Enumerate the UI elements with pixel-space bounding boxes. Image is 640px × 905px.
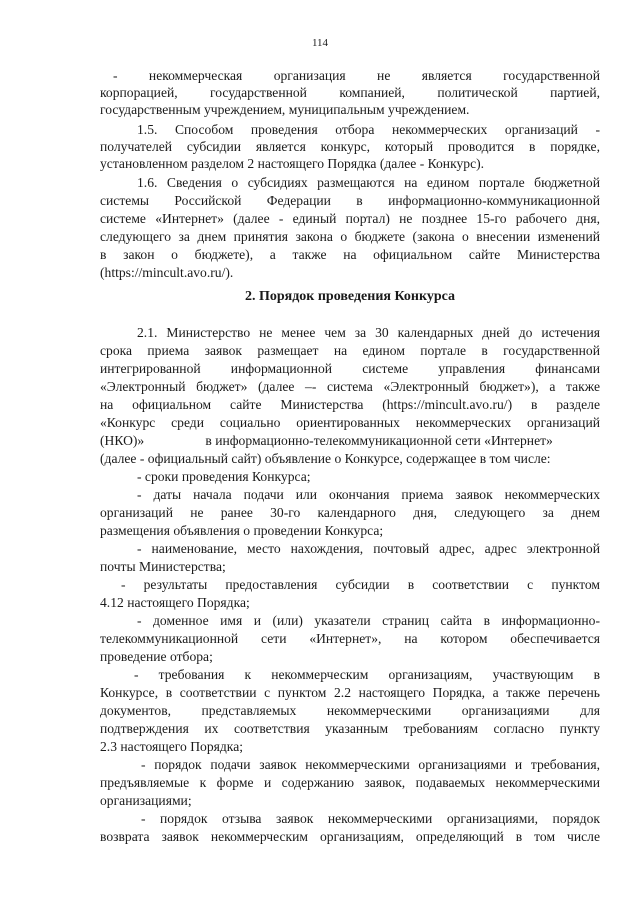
text-line: в закон о бюджете), а также на официальном сайте Министерства bbox=[100, 247, 600, 262]
text-line: 1.5. Способом проведения отбора некоммерческих организаций - bbox=[137, 122, 600, 137]
text-line: системе «Интернет» (далее - единый портал) не позднее 15-го рабочего дня, bbox=[100, 211, 600, 226]
text-line: следующего за днем принятия закона о бюджете (закона о внесении изменений bbox=[100, 229, 600, 244]
text-line: - даты начала подачи или окончания приема заявок некоммерческих bbox=[137, 487, 600, 502]
text-line: - некоммерческая организация не является государственной bbox=[113, 68, 600, 83]
text-line: корпорацией, государственной компанией, политической партией, bbox=[100, 85, 600, 100]
text-line: 4.12 настоящего Порядка; bbox=[100, 595, 250, 610]
text-line: - результаты предоставления субсидии в соответствии с пунктом bbox=[121, 577, 600, 592]
text-line: - сроки проведения Конкурса; bbox=[137, 469, 311, 484]
text-line: - доменное имя и (или) указатели страниц сайта в информационно- bbox=[137, 613, 600, 628]
text-line: 2.3 настоящего Порядка; bbox=[100, 739, 244, 754]
text-line: срока приема заявок размещает на едином портале в государственной bbox=[100, 343, 600, 358]
text-line: организаций не ранее 30-го календарного дня, следующего за днем bbox=[100, 505, 600, 520]
text-line: 1.6. Сведения о субсидиях размещаются на едином портале бюджетной bbox=[137, 175, 600, 190]
text-line: подтверждения их соответствия указанным требованиям согласно пункту bbox=[100, 721, 600, 736]
text-line: размещения объявления о проведении Конкурса; bbox=[100, 523, 384, 538]
text-line: интегрированной информационной системе управления финансами bbox=[100, 361, 600, 376]
text-line: «Конкурс среди социально ориентированных некоммерческих организаций bbox=[100, 415, 600, 430]
text-line: «Электронный бюджет» (далее –- система «Электронный бюджет»), а также bbox=[100, 379, 600, 394]
text-line: получателей субсидии является конкурс, который проводится в порядке, bbox=[100, 139, 600, 154]
text-line: проведение отбора; bbox=[100, 649, 213, 664]
text-line: системы Российской Федерации в информационно-коммуникационной bbox=[100, 193, 600, 208]
text-line: государственным учреждением, муниципальным учреждением. bbox=[100, 102, 470, 117]
text-line: установленном разделом 2 настоящего Порядка (далее - Конкурс). bbox=[100, 156, 485, 171]
text-line: (далее - официальный сайт) объявление о Конкурсе, содержащее в том числе: bbox=[100, 451, 551, 466]
text-line: предъявляемые к форме и содержанию заявок, подаваемых некоммерческими bbox=[100, 775, 600, 790]
text-line: возврата заявок некоммерческим организациям, определяющий в том числе bbox=[100, 829, 600, 844]
text-line: (https://mincult.avo.ru/). bbox=[100, 265, 234, 280]
text-line: - наименование, место нахождения, почтовый адрес, адрес электронной bbox=[137, 541, 600, 556]
text-line: Конкурсе, в соответствии с пунктом 2.2 настоящего Порядка, а также перечень bbox=[100, 685, 600, 700]
text-line: организациями; bbox=[100, 793, 192, 808]
text-line: 2.1. Министерство не менее чем за 30 календарных дней до истечения bbox=[137, 325, 600, 340]
text-line: - требования к некоммерческим организациям, участвующим в bbox=[134, 667, 600, 682]
text-line: - порядок подачи заявок некоммерческими организациями и требования, bbox=[141, 757, 600, 772]
page-number: 114 bbox=[311, 37, 329, 49]
text-line: телекоммуникационной сети «Интернет», на котором обеспечивается bbox=[100, 631, 600, 646]
text-line: документов, представляемых некоммерческими организациями для bbox=[100, 703, 600, 718]
section-heading: 2. Порядок проведения Конкурса bbox=[244, 289, 456, 304]
text-line: (НКО)» в информационно-телекоммуникационной сети «Интернет» bbox=[100, 433, 553, 448]
text-line: - порядок отзыва заявок некоммерческими организациями, порядок bbox=[141, 811, 600, 826]
text-line: почты Министерства; bbox=[100, 559, 226, 574]
text-line: на официальном сайте Министерства (https://mincult.avo.ru/) в разделе bbox=[100, 397, 600, 412]
